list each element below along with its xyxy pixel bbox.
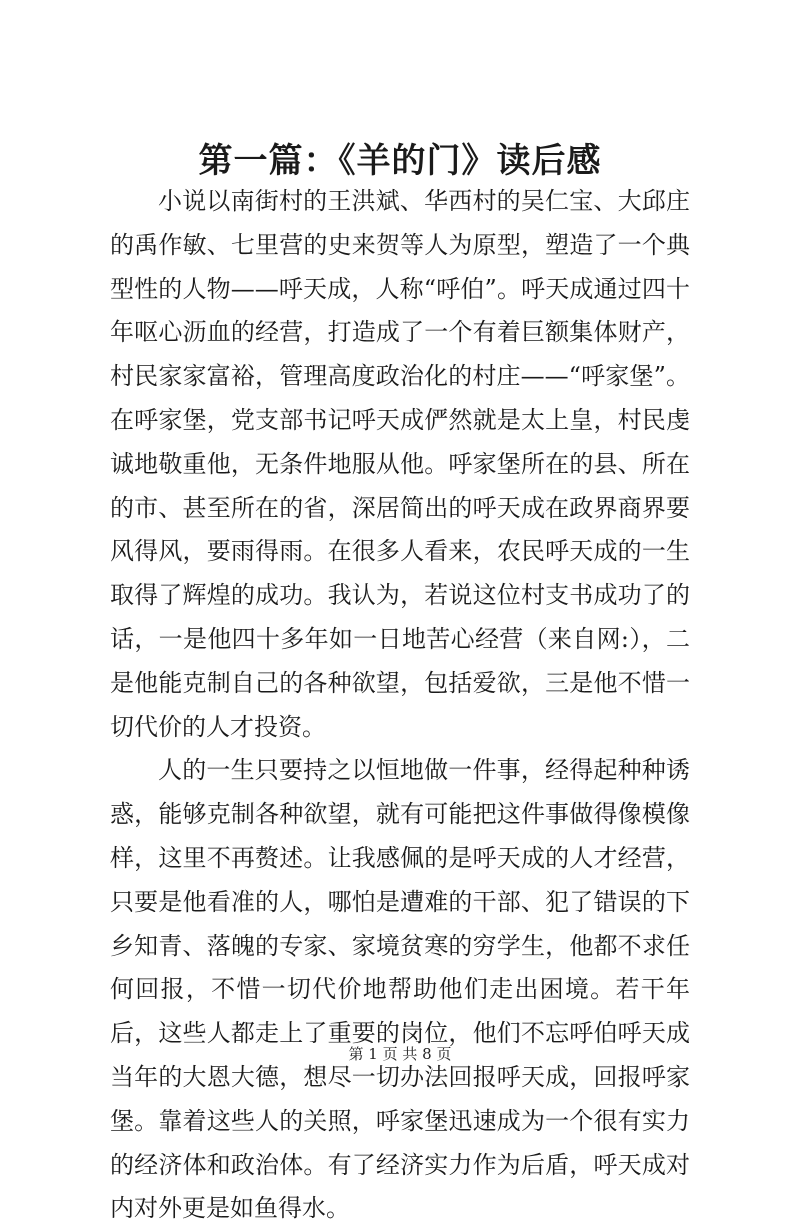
document-body bbox=[110, 180, 690, 1231]
paragraph-2: 人的一生只要持之以恒地做一件事，经得起种种诱惑，能够克制各种欲望，就有可能把这件事做得像模像样，这里不再赘述。让我感佩的是呼天成的人才经营，只要是他看准的人，哪怕是遭难的干部、犯了错误的下乡知青、落魄的专家、家境贫寒的穷学生，他都不求任何回报，不惜一切代价地帮助他们走出困境。若干年后，这些人都走上了重要的岗位，他们不忘呼伯呼天成当年的大恩大德，想尽一切办法回报呼天成，回报呼家堡。靠着这些人的关照，呼家堡迅速成为一个很有实力的经济体和政治体。有了经济实力作为后盾，呼天成对内对外更是如鱼得水。 bbox=[110, 756, 690, 1223]
document-title: 第一篇：《羊的门》读后感 bbox=[198, 141, 602, 181]
page-number-footer: 第 1 页 共 8 页 bbox=[348, 1045, 452, 1063]
paragraph-1: 小说以南街村的王洪斌、华西村的吴仁宝、大邱庄的禹作敏、七里营的史来贺等人为原型，塑造了一个典型性的人物——呼天成，人称“呼伯”。呼天成通过四十年呕心沥血的经营，打造成了一个有着巨额集体财产，村民家家富裕，管理高度政治化的村庄——“呼家堡”。在呼家堡，党支部书记呼天成俨然就是太上皇，村民虔诚地敬重他，无条件地服从他。呼家堡所在的县、所在的市、甚至所在的省，深居简出的呼天成在政界商界要风得风，要雨得雨。在很多人看来，农民呼天成的一生取得了辉煌的成功。我认为，若说这位村支书成功了的话，一是他四十多年如一日地苦心经营（来自网:），二是他能克制自己的各种欲望，包括爱欲，三是他不惜一切代价的人才投资。 bbox=[110, 187, 690, 741]
